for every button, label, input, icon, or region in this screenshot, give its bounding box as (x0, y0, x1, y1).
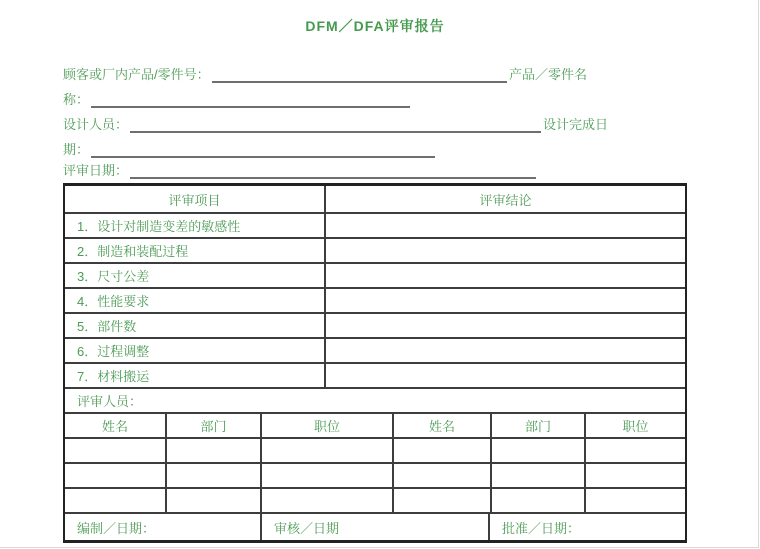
review-table-header-row (65, 186, 685, 212)
field-line-customer-part (63, 58, 587, 83)
person-cell (65, 489, 165, 512)
person-col-header-dept-1: 部门 (165, 414, 260, 437)
person-cell (584, 464, 685, 487)
person-col-header-name-2: 姓名 (392, 414, 490, 437)
review-result-cell (324, 214, 685, 237)
review-date-label: 评审日期： (63, 163, 129, 178)
signoff-row (65, 512, 685, 540)
designer-blank-line (130, 116, 541, 133)
item-col-header: 评审项目 (168, 192, 221, 208)
review-result-cell (324, 289, 685, 312)
person-cell (260, 489, 392, 512)
person-cell (584, 489, 685, 512)
person-cell (260, 439, 392, 462)
reviewers-row (65, 387, 685, 412)
reviewed-date-label: 审核／日期 (260, 514, 488, 540)
review-item-row (65, 287, 685, 312)
review-item-label: 3．尺寸公差 (77, 269, 150, 284)
review-item-label: 2．制造和装配过程 (77, 244, 189, 259)
person-header-row (65, 412, 685, 437)
person-col-header-title-2: 职位 (584, 414, 685, 437)
review-result-cell (324, 339, 685, 362)
date-cont-blank-line (91, 141, 435, 158)
review-item-row (65, 312, 685, 337)
person-cell (392, 489, 490, 512)
field-line-name-cont (63, 83, 412, 108)
name-cont-label: 称： (63, 92, 90, 107)
reviewers-label: 评审人员： (77, 394, 143, 409)
review-result-cell (324, 364, 685, 387)
review-item-label: 7．材料搬运 (77, 369, 150, 384)
person-cell (65, 439, 165, 462)
person-cell (165, 464, 260, 487)
review-item-label: 5．部件数 (77, 319, 137, 334)
person-cell (165, 489, 260, 512)
form-title: DFM／DFA评审报告 (305, 18, 445, 34)
name-cont-blank-line (91, 91, 410, 108)
person-cell (584, 439, 685, 462)
person-cell (392, 464, 490, 487)
product-name-suffix-label: 产品／零件名 (508, 67, 587, 82)
result-col-header: 评审结论 (324, 186, 685, 212)
field-line-designer (63, 108, 608, 133)
customer-part-blank-line (212, 66, 507, 83)
person-empty-row (65, 437, 685, 462)
field-line-review-date (63, 158, 538, 179)
review-table (63, 183, 687, 543)
customer-part-label: 顾客或厂内产品/零件号： (63, 67, 210, 82)
person-cell (65, 464, 165, 487)
person-col-header-title-1: 职位 (260, 414, 392, 437)
review-date-blank-line (130, 162, 536, 179)
person-cell (260, 464, 392, 487)
person-cell (165, 439, 260, 462)
review-item-row (65, 262, 685, 287)
designer-label: 设计人员： (63, 117, 129, 132)
review-item-row (65, 337, 685, 362)
design-date-suffix-label: 设计完成日 (542, 117, 608, 132)
field-line-date-cont (63, 133, 437, 158)
review-item-row (65, 362, 685, 387)
review-result-cell (324, 264, 685, 287)
prepared-date-label: 编制／日期： (77, 520, 156, 536)
person-cell (490, 489, 584, 512)
review-item-row (65, 212, 685, 237)
review-item-label: 4．性能要求 (77, 294, 150, 309)
dfm-dfa-report-page (63, 10, 687, 543)
approved-date-label: 批准／日期： (488, 514, 685, 540)
person-col-header-name-1: 姓名 (101, 419, 128, 434)
person-cell (490, 439, 584, 462)
review-item-row (65, 237, 685, 262)
person-empty-row (65, 487, 685, 512)
review-item-label: 6．过程调整 (77, 344, 150, 359)
review-item-label: 1．设计对制造变差的敏感性 (77, 219, 241, 234)
review-result-cell (324, 314, 685, 337)
date-cont-label: 期： (63, 142, 90, 157)
person-empty-row (65, 462, 685, 487)
person-cell (392, 439, 490, 462)
person-col-header-dept-2: 部门 (490, 414, 584, 437)
person-cell (490, 464, 584, 487)
review-result-cell (324, 239, 685, 262)
